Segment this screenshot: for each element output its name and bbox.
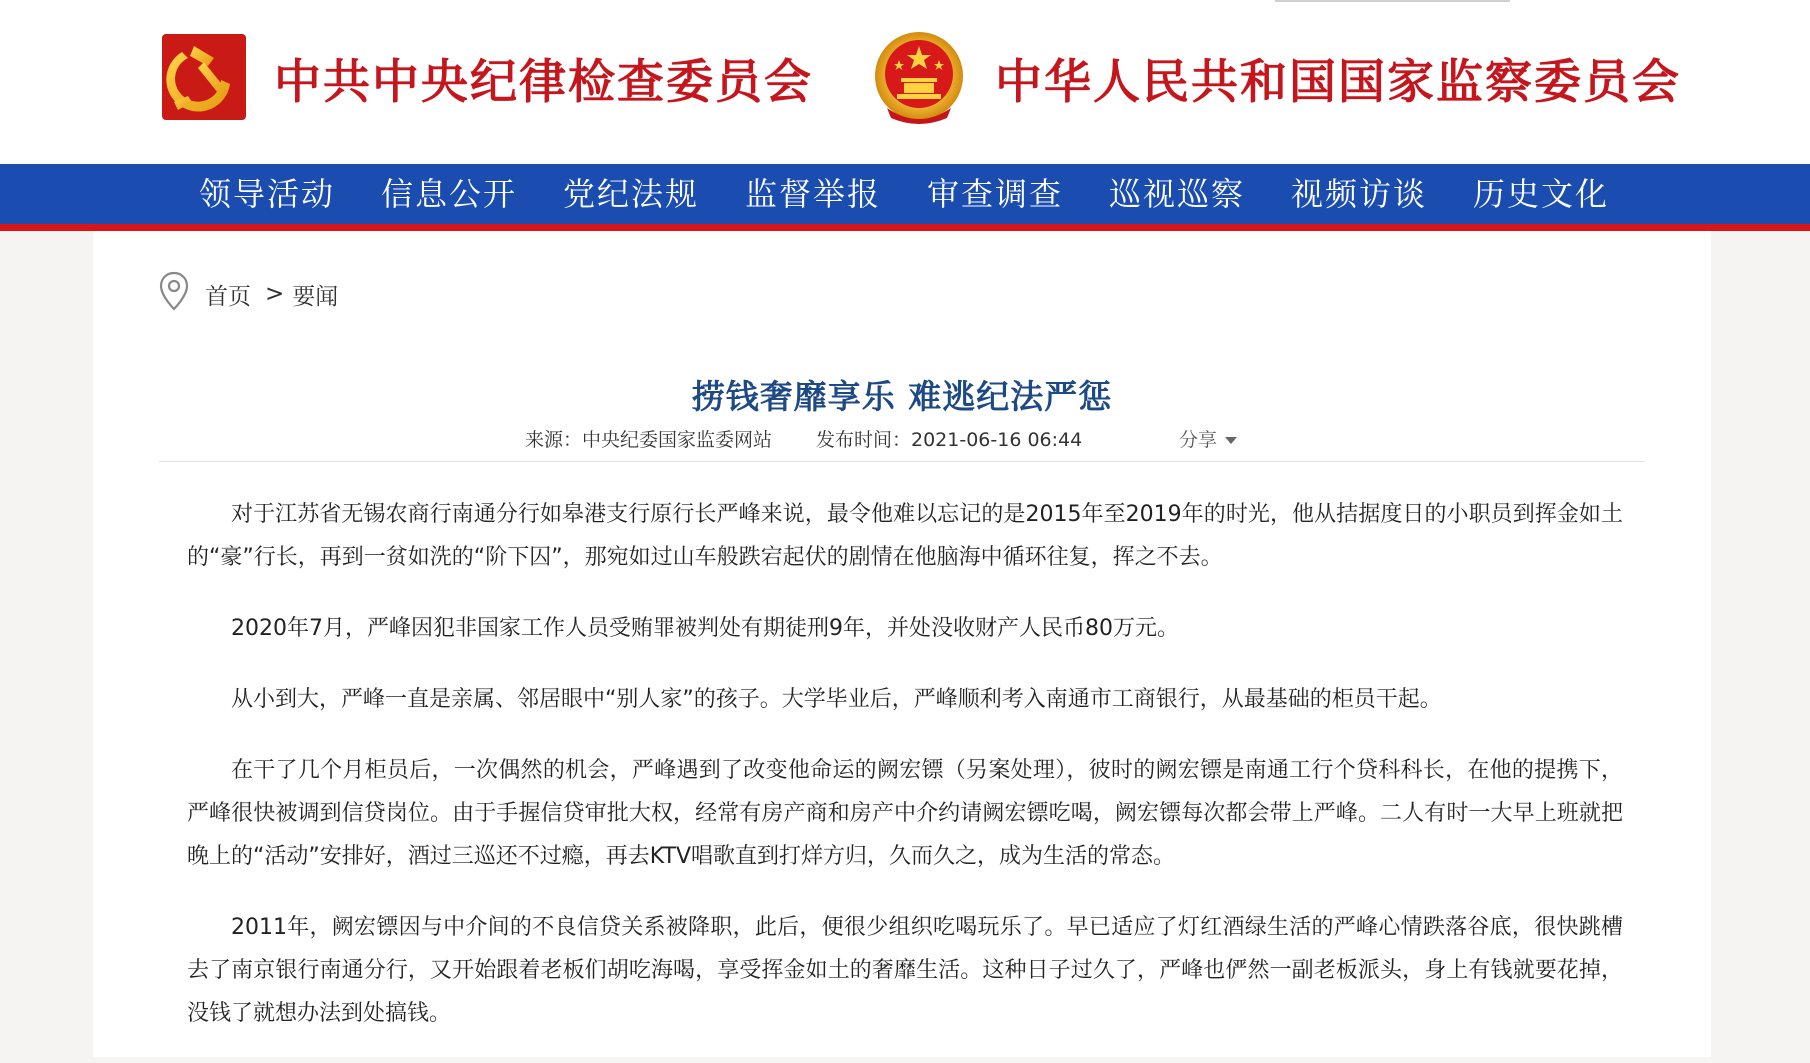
nav-item-inspection[interactable]: 巡视巡察 xyxy=(1109,175,1246,213)
location-pin-icon xyxy=(159,271,189,317)
breadcrumb-separator: > xyxy=(265,281,285,307)
top-strip xyxy=(1275,0,1510,2)
ccdi-brand[interactable] xyxy=(160,32,813,124)
article-paragraph: 2020年7月，严峰因犯非国家工作人员受贿罪被判处有期徒刑9年，并处没收财产人民币80万元。 xyxy=(231,616,1179,641)
nsc-name: 中华人民共和国国家监察委员会 xyxy=(995,54,1681,110)
article-title: 捞钱奢靡享乐 难逃纪法严惩 xyxy=(691,377,1113,417)
nav-item-supervision[interactable]: 监督举报 xyxy=(745,175,882,213)
share-label: 分享 xyxy=(1179,429,1218,451)
article-paragraph: 2011年，阙宏镖因与中介间的不良信贷关系被降职，此后，便很少组织吃喝玩乐了。早已适应了灯红酒绿生活的严峰心情跌落谷底，很快跳槽去了南京银行南通分行，又开始跟着老板们胡吃海喝，享受挥金如土的奢靡生活。这种日子过久了，严峰也俨然一副老板派头，身上有钱就要花掉，没钱了就想办法到处搞钱。 xyxy=(187,915,1623,1026)
nav-item-regulations[interactable]: 党纪法规 xyxy=(563,175,700,213)
meta-divider xyxy=(159,461,1645,462)
caret-down-icon xyxy=(1225,437,1237,444)
article-body xyxy=(187,493,1623,1063)
site-header xyxy=(0,0,1810,164)
nsc-brand[interactable] xyxy=(873,30,1681,126)
nav-item-history[interactable]: 历史文化 xyxy=(1473,175,1610,213)
nav-item-investigation[interactable]: 审查调查 xyxy=(927,175,1064,213)
nav-item-leadership[interactable]: 领导活动 xyxy=(199,175,336,213)
party-emblem-icon xyxy=(160,32,248,124)
article-paragraph: 对于江苏省无锡农商行南通分行如皋港支行原行长严峰来说，最令他难以忘记的是2015年至2019年的时光，他从拮据度日的小职员到挥金如土的“豪”行长，再到一贫如洗的“阶下囚”，那宛如过山车般跌宕起伏的剧情在他脑海中循环往复，挥之不去。 xyxy=(187,502,1623,570)
article-paragraph: 从小到大，严峰一直是亲属、邻居眼中“别人家”的孩子。大学毕业后，严峰顺利考入南通市工商银行，从最基础的柜员干起。 xyxy=(231,687,1442,712)
nav-item-disclosure[interactable]: 信息公开 xyxy=(381,175,518,213)
share-dropdown[interactable] xyxy=(1179,426,1237,454)
breadcrumb-current[interactable]: 要闻 xyxy=(292,283,339,310)
article-source: 来源：中央纪委国家监委网站 xyxy=(525,429,773,451)
article-paragraph: 在干了几个月柜员后，一次偶然的机会，严峰遇到了改变他命运的阙宏镖（另案处理），彼时的阙宏镖是南通工行个贷科科长，在他的提携下，严峰很快被调到信贷岗位。由于手握信贷审批大权，经常有房产商和房产中介约请阙宏镖吃喝，阙宏镖每次都会带上严峰。二人有时一大早上班就把晚上的“活动”安排好，酒过三巡还不过瘾，再去KTV唱歌直到打烊方归，久而久之，成为生活的常态。 xyxy=(187,758,1623,869)
breadcrumb xyxy=(159,271,338,317)
breadcrumb-home[interactable]: 首页 xyxy=(205,283,251,310)
national-emblem-icon xyxy=(873,30,965,126)
nav-item-video[interactable]: 视频访谈 xyxy=(1291,175,1428,213)
nav-items xyxy=(181,164,1637,224)
main-nav xyxy=(0,164,1810,231)
ccdi-name: 中共中央纪律检查委员会 xyxy=(274,54,813,110)
article-container xyxy=(93,231,1711,1057)
article-published-time: 发布时间：2021-06-16 06:44 xyxy=(816,429,1083,451)
